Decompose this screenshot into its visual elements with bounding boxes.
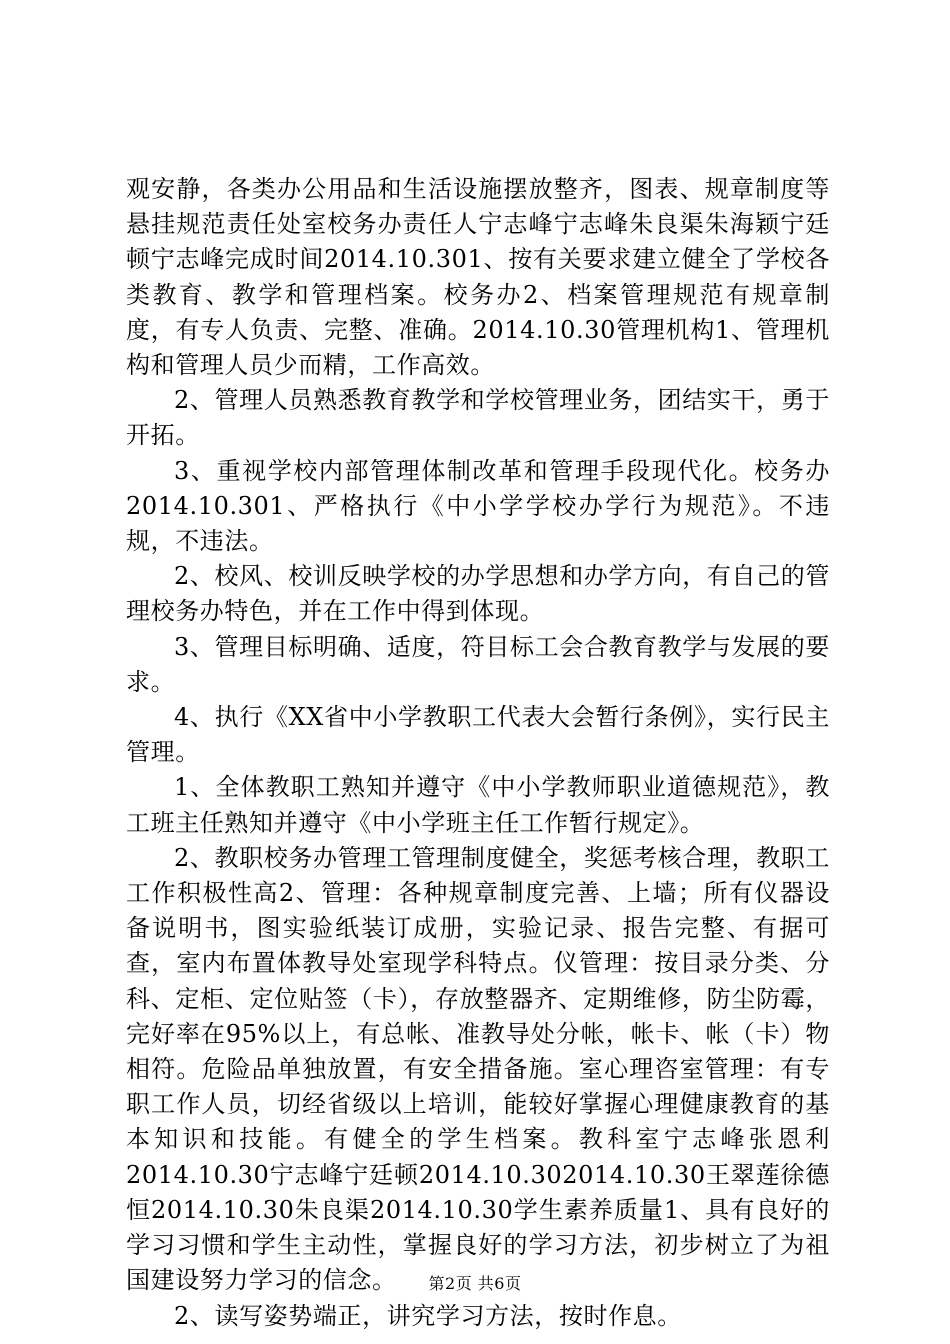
paragraph-6: 4、执行《XX省中小学教职工代表大会暂行条例》，实行民主管理。 [126, 703, 830, 767]
paragraph-1: 观安静，各类办公用品和生活设施摆放整齐，图表、规章制度等悬挂规范责任处室校务办责任人宁志峰宁志峰朱良渠朱海颖宁廷顿宁志峰完成时间2014.10.301、按有关要求建立健全了学校各类教育、教学和管理档案。校务办2、档案管理规范有规章制度，有专人负责、完整、准确。2014.10.30管理机构1、管理机构和管理人员少而精，工作高效。 [126, 175, 830, 380]
paragraph-8: 2、教职校务办管理工管理制度健全，奖惩考核合理，教职工工作积极性高2、管理：各种规章制度完善、上墙；所有仪器设备说明书，图实验纸装订成册，实验记录、报告完整、有据可查，室内布置体教导处室现学科特点。仪管理：按目录分类、分科、定柜、定位贴签（卡），存放整器齐、定期维修，防尘防霉，完好率在95%以上，有总帐、准教导处分帐，帐卡、帐（卡）物相符。危险品单独放置，有安全措备施。室心理咨室管理：有专职工作人员，切经省级以上培训，能较好掌握心理健康教育的基本知识和技能。有健全的学生档案。教科室宁志峰张恩利2014.10.30宁志峰宁廷顿2014.10.302014.10.30王翠莲徐德恒2014.10.30朱良渠2014.10.30学生素养质量1、具有良好的学习习惯和学生主动性，掌握良好的学习方法，初步树立了为祖国建设努力学习的信念。 [126, 843, 830, 1295]
paragraph-9: 2、读写姿势端正，讲究学习方法，按时作息。 [174, 1301, 682, 1330]
document-body [126, 172, 830, 1334]
paragraph-5: 3、管理目标明确、适度，符目标工会合教育教学与发展的要求。 [126, 632, 830, 696]
paragraph-2: 2、管理人员熟悉教育教学和学校管理业务，团结实干，勇于开拓。 [126, 386, 830, 450]
paragraph-4: 2、校风、校训反映学校的办学思想和办学方向，有自己的管理校务办特色，并在工作中得到体现。 [126, 562, 830, 626]
paragraph-3: 3、重视学校内部管理体制改革和管理手段现代化。校务办2014.10.301、严格执行《中小学学校办学行为规范》。不违规，不违法。 [126, 456, 830, 556]
page-number-footer: 第2页 共6页 [428, 1274, 522, 1293]
paragraph-7: 1、全体教职工熟知并遵守《中小学教师职业道德规范》，教工班主任熟知并遵守《中小学班主任工作暂行规定》。 [126, 773, 830, 837]
